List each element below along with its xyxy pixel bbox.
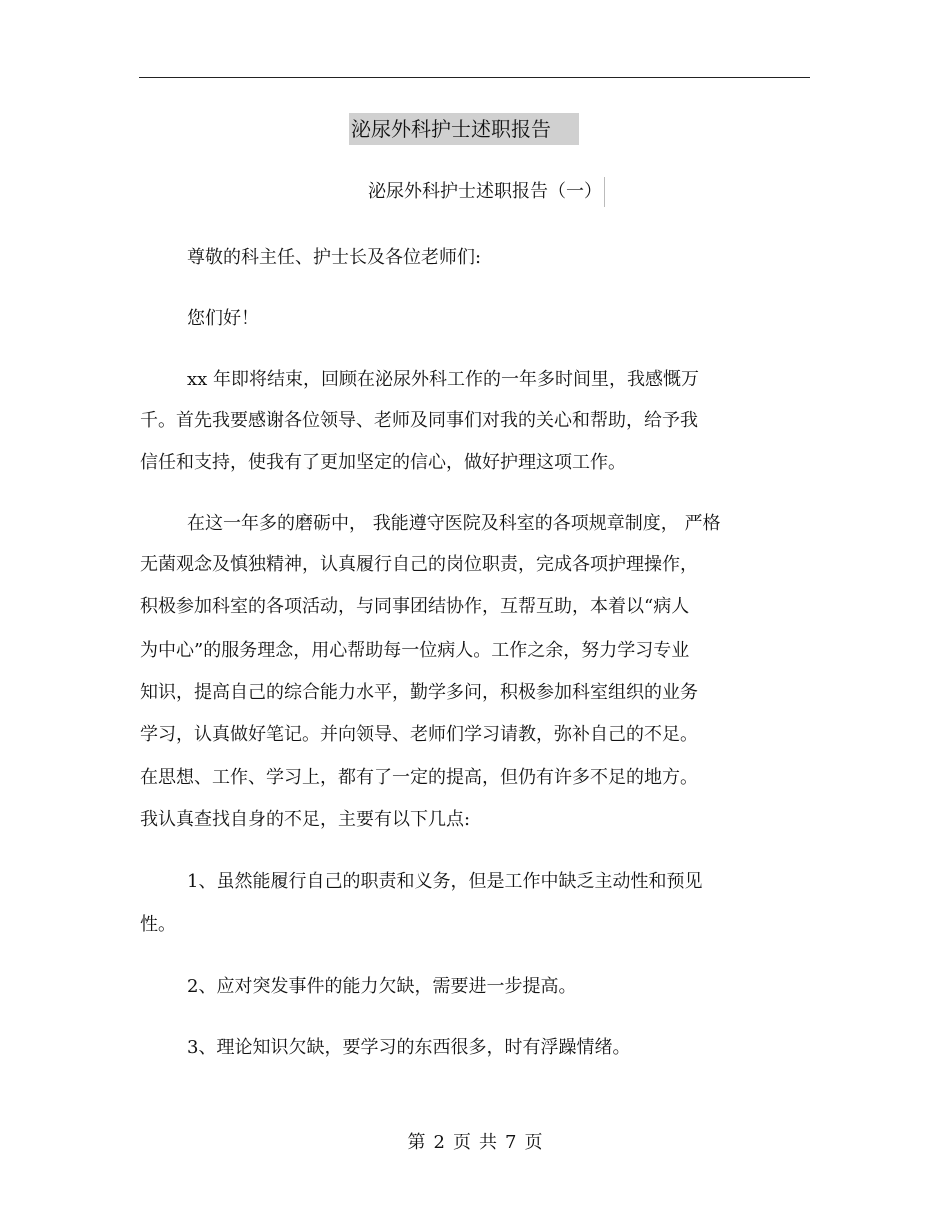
paragraph-1-line-1: xx 年即将结束，回顾在泌尿外科工作的一年多时间里，我感慨万: [187, 369, 700, 390]
paragraph-2-line-1: 在这一年多的磨砺中， 我能遵守医院及科室的各项规章制度， 严格: [187, 513, 721, 534]
footer-suffix: 页: [524, 1132, 543, 1153]
footer-prefix: 第: [407, 1132, 426, 1153]
footer-page-number: 2: [433, 1132, 445, 1153]
paragraph-1-line-2: 千。首先我要感谢各位领导、老师及同事们对我的关心和帮助，给予我: [140, 410, 698, 431]
paragraph-2-line-7: 在思想、工作、学习上，都有了一定的提高，但仍有许多不足的地方。: [140, 767, 698, 788]
greeting: 您们好！: [187, 308, 259, 329]
header-rule: [139, 77, 810, 78]
footer-total-pages: 7: [505, 1132, 517, 1153]
paragraph-2-line-8: 我认真查找自身的不足，主要有以下几点:: [140, 809, 471, 830]
document-subtitle: 泌尿外科护士述职报告（一）: [368, 177, 605, 207]
paragraph-2-line-2: 无菌观念及慎独精神，认真履行自己的岗位职责，完成各项护理操作，: [140, 554, 698, 575]
list-item-1-line-1: 1、虽然能履行自己的职责和义务，但是工作中缺乏主动性和预见: [187, 871, 703, 892]
list-item-1-line-2: 性。: [140, 914, 176, 935]
list-item-3: 3、理论知识欠缺，要学习的东西很多，时有浮躁情绪。: [187, 1037, 631, 1058]
list-item-2: 2、应对突发事件的能力欠缺，需要进一步提高。: [187, 976, 577, 997]
salutation: 尊敬的科主任、护士长及各位老师们:: [187, 247, 482, 268]
footer-total-word: 共: [479, 1132, 497, 1153]
paragraph-2-line-5: 知识，提高自己的综合能力水平，勤学多问，积极参加科室组织的业务: [140, 682, 698, 703]
paragraph-2-line-3: 积极参加科室的各项活动，与同事团结协作，互帮互助，本着以“病人: [140, 596, 690, 617]
footer-page-word: 页: [453, 1132, 471, 1153]
page-footer: [0, 1128, 950, 1158]
paragraph-2-line-4: 为中心”的服务理念，用心帮助每一位病人。工作之余，努力学习专业: [140, 640, 690, 661]
paragraph-2-line-6: 学习，认真做好笔记。并向领导、老师们学习请教，弥补自己的不足。: [140, 724, 698, 745]
paragraph-1-line-3: 信任和支持，使我有了更加坚定的信心，做好护理这项工作。: [140, 452, 626, 473]
document-title: 泌尿外科护士述职报告: [349, 113, 579, 145]
